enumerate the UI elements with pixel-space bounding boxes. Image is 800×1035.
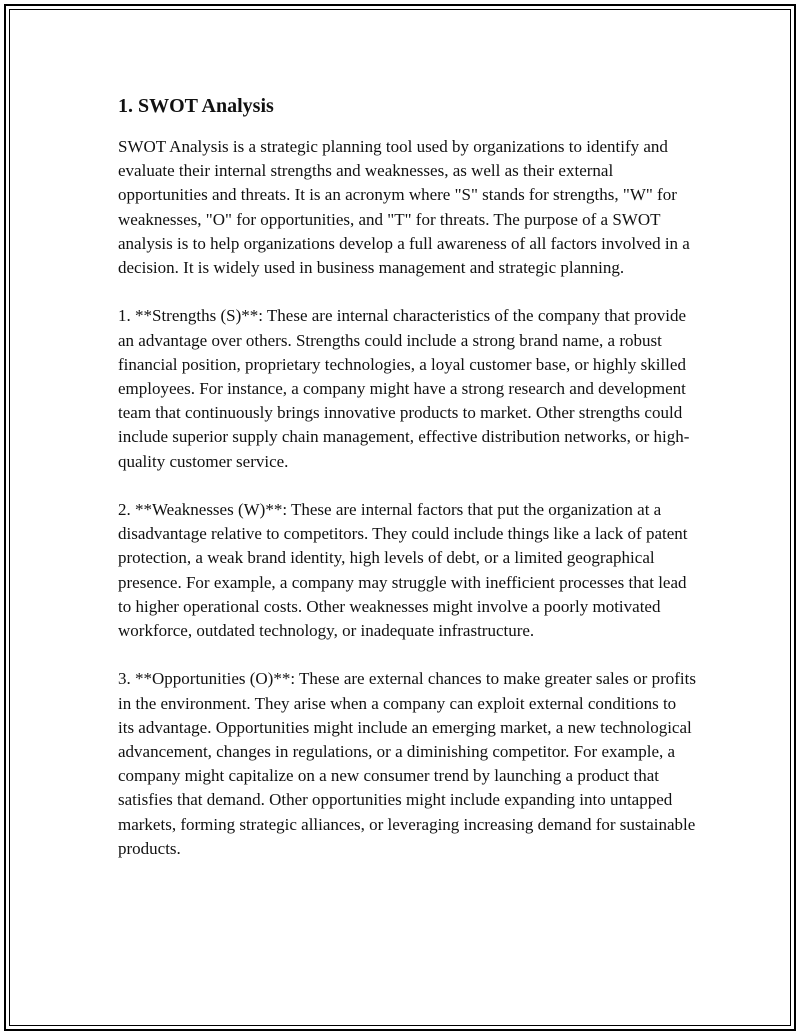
- document-body: [118, 92, 696, 885]
- weaknesses-paragraph: 2. **Weaknesses (W)**: These are internal factors that put the organization at a disadvantage relative to competitors. They could include things like a lack of patent protection, a weak brand identity, high levels of debt, or a limited geographical presence. For example, a company may struggle with inefficient processes that lead to higher operational costs. Other weaknesses might involve a poorly motivated workforce, outdated technology, or inadequate infrastructure.: [118, 500, 688, 641]
- section-title: 1. SWOT Analysis: [118, 95, 274, 117]
- strengths-paragraph: 1. **Strengths (S)**: These are internal characteristics of the company that provide an advantage over others. Strengths could include a strong brand name, a robust financial position, proprietary technologies, a loyal customer base, or highly skilled employees. For instance, a company might have a strong research and development team that continuously brings innovative products to market. Other strengths could include superior supply chain management, effective distribution networks, or high-quality customer service.: [118, 306, 690, 471]
- intro-paragraph: SWOT Analysis is a strategic planning tool used by organizations to identify and evaluate their internal strengths and weaknesses, as well as their external opportunities and threats. It is an acronym where "S" stands for strengths, "W" for weaknesses, "O" for opportunities, and "T" for threats. The purpose of a SWOT analysis is to help organizations develop a full awareness of all factors involved in a decision. It is widely used in business management and strategic planning.: [118, 137, 690, 278]
- opportunities-paragraph: 3. **Opportunities (O)**: These are external chances to make greater sales or profits in the environment. They arise when a company can exploit external conditions to its advantage. Opportunities might include an emerging market, a new technological advancement, changes in regulations, or a diminishing competitor. For example, a company might capitalize on a new consumer trend by launching a product that satisfies that demand. Other opportunities might include expanding into untapped markets, forming strategic alliances, or leveraging increasing demand for sustainable products.: [118, 669, 696, 858]
